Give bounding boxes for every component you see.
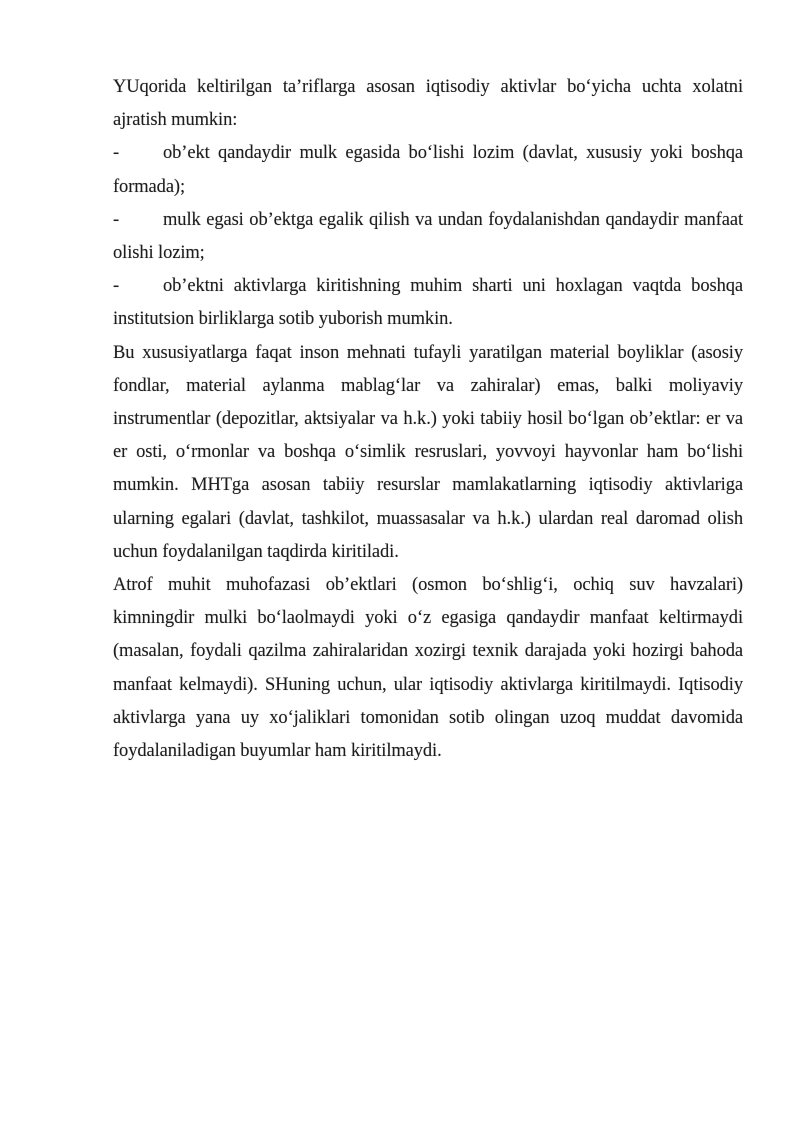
text-line: foydalaniladigan buyumlar ham kiritilmaydi. xyxy=(113,741,442,762)
bullet-marker: - xyxy=(113,209,120,230)
text-line: instrumentlar (depozitlar, aktsiyalar va h.k.) yoki tabiiy hosil boʻlgan ob’ektlar: er va xyxy=(113,409,743,430)
text-line: formada); xyxy=(113,176,186,197)
text-line: institutsion birliklarga sotib yuborish mumkin. xyxy=(113,309,453,330)
bullet-marker: - xyxy=(113,276,120,297)
text-line: mumkin. MHTga asosan tabiiy resurslar mamlakatlarning iqtisodiy aktivlariga xyxy=(113,475,743,496)
text-line: Bu xususiyatlarga faqat inson mehnati tufayli yaratilgan material boyliklar (asosiy xyxy=(113,342,743,363)
text-line: uchun foydalanilgan taqdirda kiritiladi. xyxy=(113,541,399,562)
text-line: Atrof muhit muhofazasi ob’ektlari (osmon boʻshligʻi, ochiq suv havzalari) xyxy=(113,575,743,596)
text-line: fondlar, material aylanma mablagʻlar va zahiralar) emas, balki moliyaviy xyxy=(113,375,743,396)
text-line: manfaat kelmaydi). SHuning uchun, ular iqtisodiy aktivlarga kiritilmaydi. Iqtisodiy xyxy=(113,674,743,695)
document-text-block xyxy=(113,71,743,768)
text-line: ajratish mumkin: xyxy=(113,110,238,131)
bullet-line xyxy=(113,137,743,170)
text-line: ob’ektni aktivlarga kiritishning muhim sharti uni hoxlagan vaqtda boshqa xyxy=(163,276,743,297)
text-line: ularning egalari (davlat, tashkilot, muassasalar va h.k.) ulardan real daromad olish xyxy=(113,508,743,529)
text-line: kimningdir mulki boʻlaolmaydi yoki oʻz egasiga qandaydir manfaat keltirmaydi xyxy=(113,608,743,629)
text-line: YUqorida keltirilgan ta’riflarga asosan iqtisodiy aktivlar boʻyicha uchta xolatni xyxy=(113,77,743,97)
text-line: ob’ekt qandaydir mulk egasida boʻlishi lozim (davlat, xususiy yoki boshqa xyxy=(163,143,743,164)
text-line: olishi lozim; xyxy=(113,243,205,264)
bullet-line xyxy=(113,270,743,303)
text-line: aktivlarga yana uy xoʻjaliklari tomonidan sotib olingan uzoq muddat davomida xyxy=(113,707,743,728)
bullet-line xyxy=(113,204,743,237)
text-line: (masalan, foydali qazilma zahiralaridan xozirgi texnik darajada yoki hozirgi bahoda xyxy=(113,641,743,662)
bullet-marker: - xyxy=(113,143,120,164)
text-line: er osti, oʻrmonlar va boshqa oʻsimlik resruslari, yovvoyi hayvonlar ham boʻlishi xyxy=(113,442,743,463)
text-line: mulk egasi ob’ektga egalik qilish va undan foydalanishdan qandaydir manfaat xyxy=(163,209,743,230)
